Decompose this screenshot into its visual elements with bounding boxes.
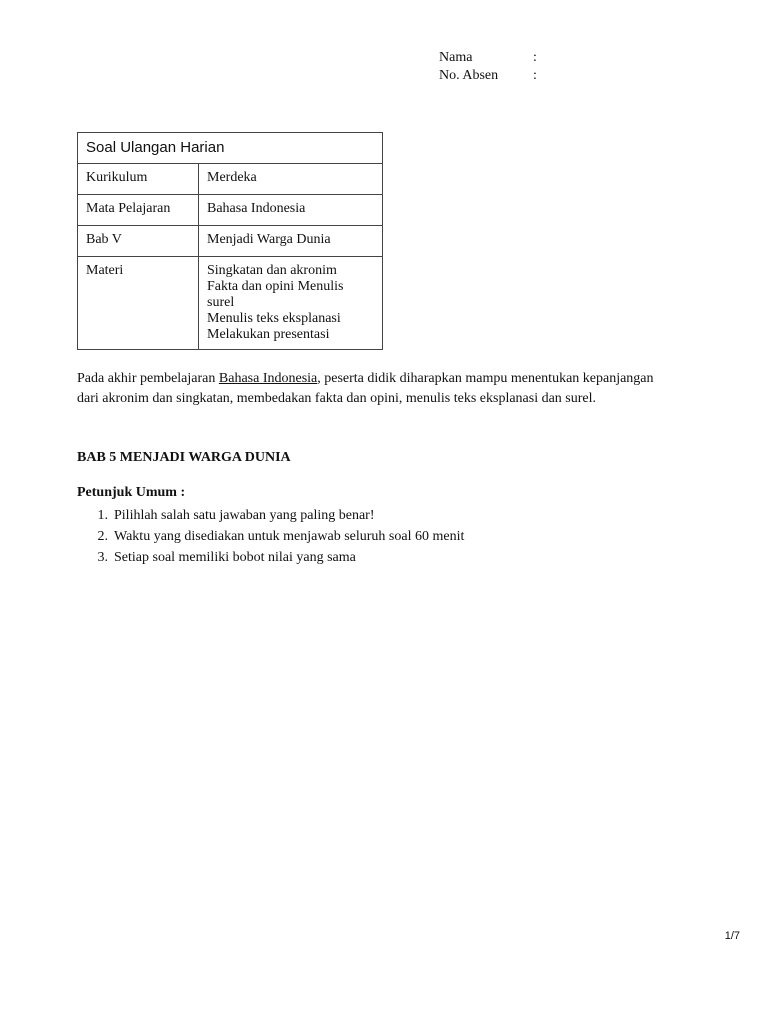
table-title: Soal Ulangan Harian: [78, 133, 383, 164]
item-number: 3.: [97, 550, 108, 565]
row-label: Kurikulum: [78, 164, 199, 195]
absen-row: [439, 67, 543, 85]
item-text: Waktu yang disediakan untuk menjawab seluruh soal 60 menit: [114, 529, 465, 544]
materi-label: Materi: [78, 257, 199, 350]
row-label: Mata Pelajaran: [78, 195, 199, 226]
absen-label: No. Absen: [439, 68, 499, 83]
materi-list: [199, 257, 383, 350]
table-row-materi: [78, 257, 383, 350]
row-value: Menjadi Warga Dunia: [199, 226, 383, 257]
intro-paragraph: [77, 369, 677, 409]
table-row: [78, 164, 383, 195]
list-item: [77, 526, 464, 547]
materi-item: Fakta dan opini Menulis surel: [207, 279, 344, 310]
item-number: 2.: [97, 529, 108, 544]
list-item: [77, 505, 464, 526]
subject-link[interactable]: Bahasa Indonesia: [218, 371, 318, 386]
materi-item: Menulis teks eksplanasi: [207, 311, 341, 326]
row-value: Merdeka: [199, 164, 383, 195]
chapter-title: BAB 5 MENJADI WARGA DUNIA: [77, 450, 291, 465]
item-text: Pilihlah salah satu jawaban yang paling benar!: [114, 508, 375, 523]
row-value: Bahasa Indonesia: [199, 195, 383, 226]
list-item: [77, 547, 464, 568]
intro-before: Pada akhir pembelajaran: [77, 371, 219, 386]
nama-label: Nama: [439, 50, 473, 65]
student-identity: [439, 49, 543, 85]
exam-info-table: [77, 132, 383, 350]
table-row: [78, 195, 383, 226]
intro-after: , peserta didik diharapkan mampu menentukan kepanjangan dari akronim dan singkatan, membedakan fakta dan opini, menulis teks eksplanasi dan surel.: [77, 371, 654, 406]
instructions-title: Petunjuk Umum :: [77, 485, 186, 500]
materi-item: Singkatan dan akronim: [207, 263, 337, 278]
table-row: [78, 226, 383, 257]
absen-colon: :: [533, 68, 537, 83]
materi-item: Melakukan presentasi: [207, 327, 330, 342]
nama-row: [439, 49, 543, 67]
instructions-list: [77, 505, 464, 568]
item-number: 1.: [97, 508, 108, 523]
page-number: 1/7: [724, 930, 740, 942]
item-text: Setiap soal memiliki bobot nilai yang sama: [114, 550, 356, 565]
nama-colon: :: [533, 50, 537, 65]
row-label: Bab V: [78, 226, 199, 257]
